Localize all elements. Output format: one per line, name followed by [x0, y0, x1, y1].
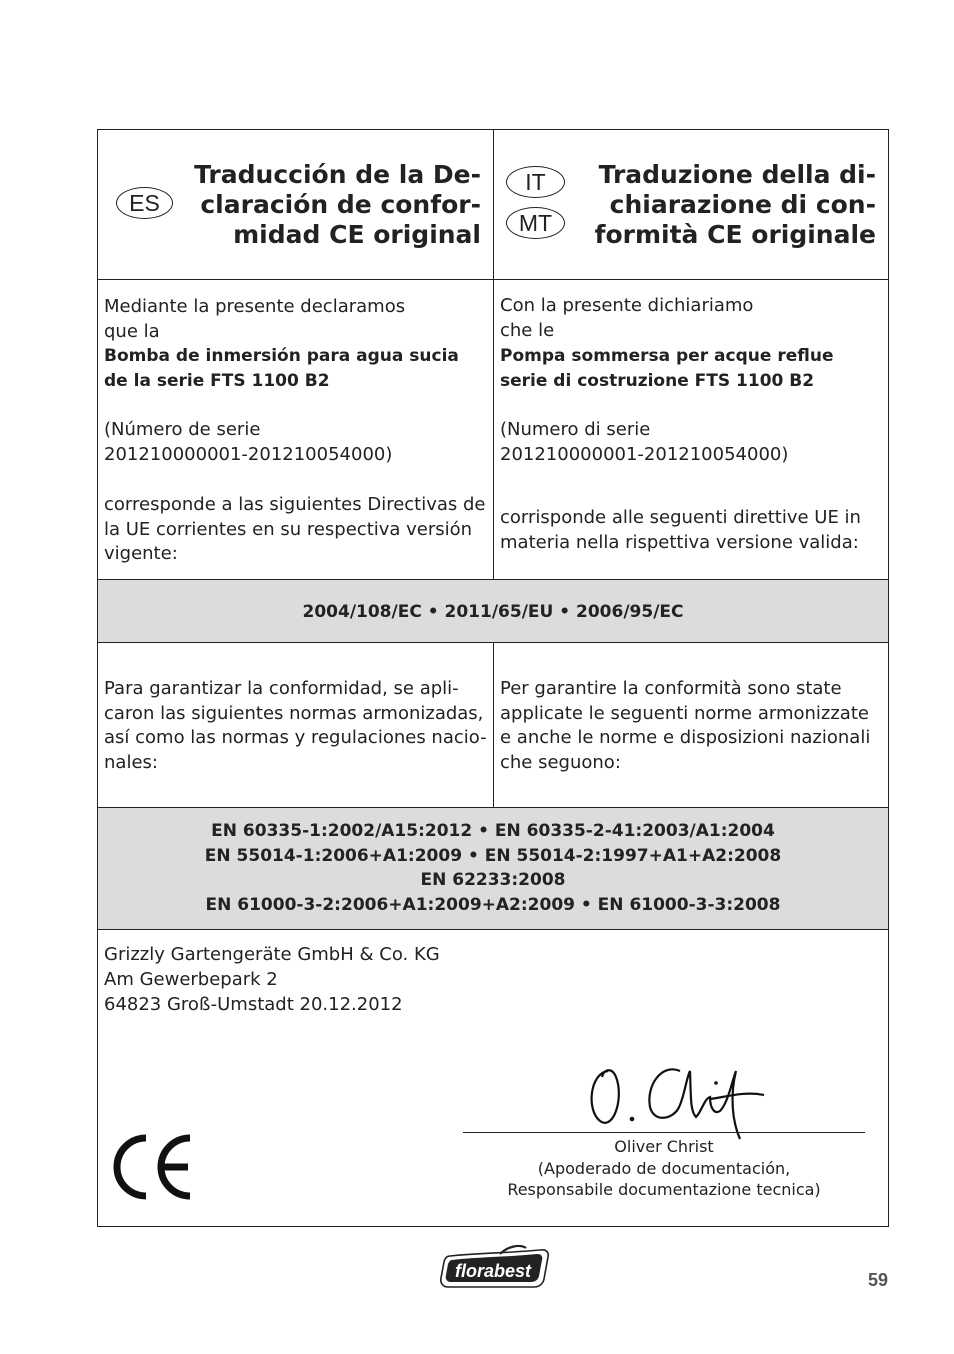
intro-left-line1: Mediante la presente declaramos que la — [104, 296, 406, 342]
directives-row — [98, 580, 888, 643]
company-address: Grizzly Gartengeräte GmbH & Co. KG Am Gewerbepark 2 64823 Groß-Umstadt 20.12.2012 — [104, 944, 440, 1015]
norms-intro-left-cell — [98, 643, 494, 807]
header-left-cell — [98, 130, 494, 279]
norms-list: EN 60335-1:2002/A15:2012 • EN 60335-2-41:2003/A1:2004 EN 55014-1:2006+A1:2009 • EN 55014-2:1997+A1+A2:2008 EN 62233:2008 EN 61000-3-2:2006+A1:2009+A2:2009 • EN 61000-3-3:2008 — [204, 821, 782, 915]
intro-right-line1: Con la presente dichiariamo che le — [500, 295, 754, 341]
florabest-logo — [438, 1244, 552, 1290]
intro-right-cell — [494, 280, 888, 579]
header-row — [98, 130, 888, 280]
product-name-es: Bomba de inmersión para agua sucia de la serie FTS 1100 B2 — [104, 346, 459, 391]
ce-mark — [110, 1134, 194, 1200]
signatory-name: Oliver Christ — [614, 1137, 714, 1156]
svg-text:florabest: florabest — [454, 1261, 532, 1281]
intro-row — [98, 280, 888, 580]
intro-left-cell — [98, 280, 494, 579]
conform-it: corrisponde alle seguenti direttive UE in materia nella rispettiva versione valida: — [500, 507, 861, 553]
lang-badge-mt: MT — [506, 207, 565, 239]
norms-row — [98, 808, 888, 930]
lang-badge-it: IT — [506, 166, 565, 198]
norms-intro-it: Per garantire la conformità sono state applicate le seguenti norme armonizzate e anche le norme e disposizioni nazionali che seguono: — [500, 678, 871, 773]
lang-badge-es: ES — [116, 187, 173, 219]
title-it: Traduzione della di- chiarazione di con- formità CE originale — [594, 160, 876, 249]
signature-line — [463, 1132, 865, 1133]
norms-intro-es: Para garantizar la conformidad, se apli- caron las siguientes normas armonizadas, así como las normas y regulaciones nacio- nales: — [104, 678, 487, 773]
directives-list: 2004/108/EC • 2011/65/EU • 2006/95/EC — [302, 602, 684, 622]
conform-es: corresponde a las siguientes Directivas de la UE corrientes en su respectiva versión vigente: — [104, 494, 486, 564]
signatory-role: (Apoderado de documentación, Responsabile documentazione tecnica) — [507, 1159, 821, 1199]
page-number: 59 — [867, 1270, 888, 1290]
product-name-it: Pompa sommersa per acque reflue serie di costruzione FTS 1100 B2 — [500, 346, 834, 391]
serial-es: (Número de serie 201210000001-201210054000) — [104, 419, 393, 465]
declaration-frame — [97, 129, 889, 1227]
norms-intro-right-cell — [494, 643, 888, 807]
norms-intro-row — [98, 643, 888, 808]
header-right-cell — [494, 130, 888, 279]
title-es: Traducción de la De- claración de confor- midad CE original — [194, 160, 481, 249]
serial-it: (Numero di serie 201210000001-201210054000) — [500, 419, 789, 465]
